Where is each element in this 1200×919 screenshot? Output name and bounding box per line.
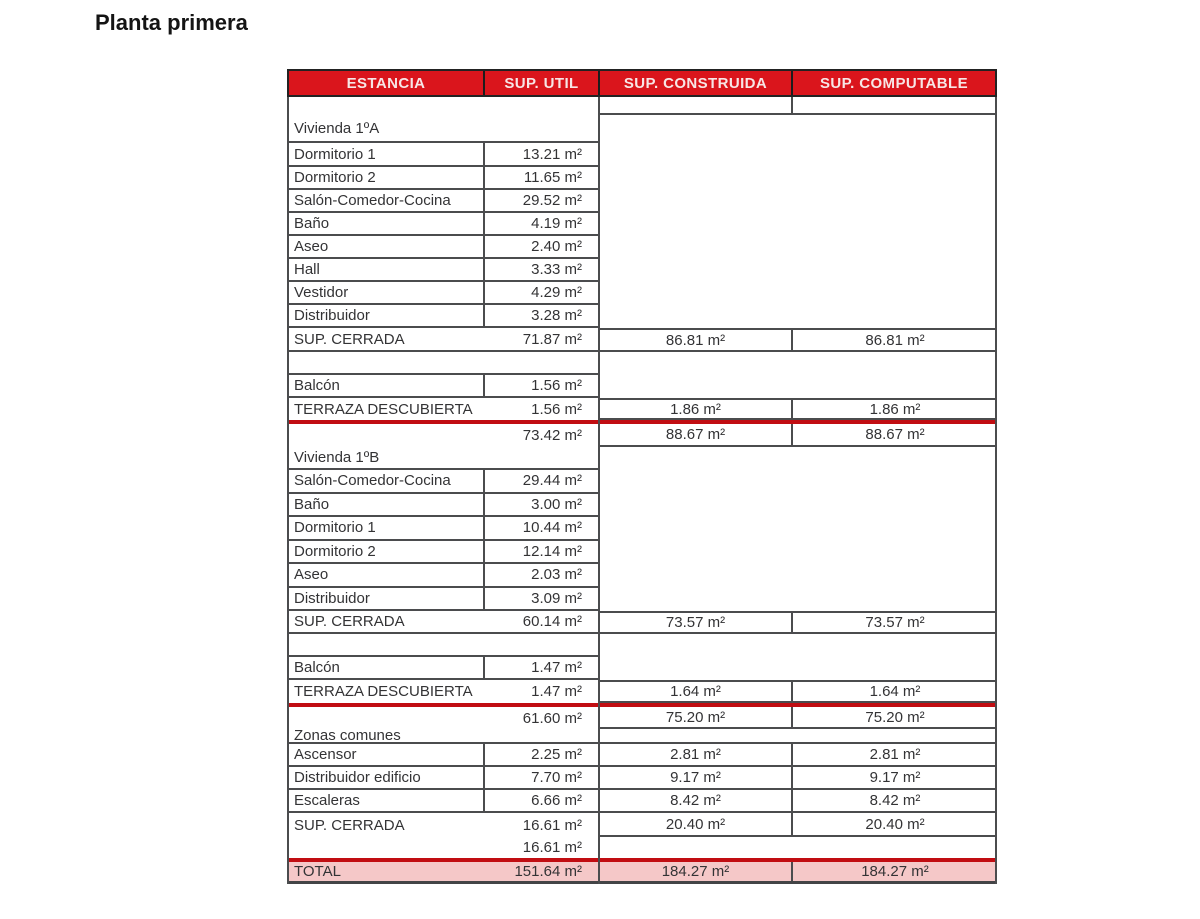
area-table xyxy=(287,69,997,884)
table-row-bano xyxy=(287,213,997,236)
cell-sup-computable: 75.20 m² xyxy=(865,708,925,726)
cell-sup-util: 3.00 m² xyxy=(531,495,582,513)
cell-sup-util: 3.09 m² xyxy=(531,589,582,607)
cell-sup-construida xyxy=(600,236,793,259)
cell-sup-computable: 1.86 m² xyxy=(869,400,921,418)
column-header-sup-util: SUP. UTIL xyxy=(485,71,600,95)
table-row-aseo xyxy=(287,236,997,259)
cell-sup-util: 29.52 m² xyxy=(522,192,582,209)
cell-sup-computable: 9.17 m² xyxy=(869,769,921,786)
cell-sup-computable: 20.40 m² xyxy=(865,815,925,833)
cell-sup-computable xyxy=(793,494,997,518)
cell-sup-computable: 73.57 m² xyxy=(865,614,925,631)
cell-sup-construida xyxy=(600,634,793,657)
cell-estancia xyxy=(287,97,485,115)
cell-sup-construida xyxy=(600,143,793,167)
cell-sup-construida xyxy=(600,167,793,190)
table-border-line xyxy=(287,97,289,884)
cell-sup-util: 1.47 m² xyxy=(531,659,582,676)
cell-sup-construida xyxy=(600,837,793,858)
cell-sup-construida: 1.64 m² xyxy=(600,682,793,701)
table-border-line xyxy=(995,97,997,884)
cell-sup-computable xyxy=(793,115,997,143)
cell-sup-computable xyxy=(793,541,997,565)
cell-sup-construida xyxy=(600,213,793,236)
table-row-ascensor xyxy=(287,744,997,767)
column-header-estancia: ESTANCIA xyxy=(289,71,485,95)
cell-sup-construida xyxy=(600,282,793,305)
cell-estancia: TERRAZA DESCUBIERTA xyxy=(294,683,473,700)
cell-sup-construida: 73.57 m² xyxy=(600,613,793,632)
cell-sup-util: 3.33 m² xyxy=(531,261,582,278)
table-row-sup-cerrada xyxy=(287,611,997,634)
cell-sup-computable xyxy=(793,282,997,305)
table-row-aseo xyxy=(287,564,997,588)
cell-estancia: Hall xyxy=(287,259,485,280)
table-row-subtotal2 xyxy=(287,837,997,858)
table-row-vestidor xyxy=(287,282,997,305)
table-row-sup-cerrada xyxy=(287,328,997,352)
table-header-row xyxy=(287,69,997,97)
table-row-blank xyxy=(287,634,997,657)
cell-sup-util: 61.60 m² xyxy=(522,709,582,727)
table-row-salon-comedor-cocina xyxy=(287,190,997,213)
cell-estancia: TERRAZA DESCUBIERTA xyxy=(294,400,473,418)
table-row-dormitorio-2 xyxy=(287,541,997,565)
cell-sup-construida: 2.81 m² xyxy=(600,744,793,765)
cell-sup-util: 1.56 m² xyxy=(531,400,582,418)
table-row-bano xyxy=(287,494,997,518)
cell-sup-computable xyxy=(793,470,997,494)
cell-estancia xyxy=(287,634,485,655)
cell-estancia: Distribuidor xyxy=(287,305,485,326)
cell-sup-computable xyxy=(793,447,997,470)
table-row-distribuidor-edificio xyxy=(287,767,997,790)
table-row-distribuidor xyxy=(287,305,997,328)
cell-sup-util: 16.61 m² xyxy=(522,839,582,856)
cell-sup-util: 10.44 m² xyxy=(522,519,582,537)
cell-sup-computable xyxy=(793,97,997,113)
table-border-line xyxy=(598,97,600,884)
cell-sup-computable xyxy=(793,657,997,680)
cell-sup-construida xyxy=(600,115,793,143)
table-row-dormitorio-1 xyxy=(287,517,997,541)
cell-estancia: SUP. CERRADA xyxy=(294,330,405,348)
cell-sup-util: 73.42 m² xyxy=(522,427,582,444)
table-row-subtotal xyxy=(287,424,997,447)
cell-estancia: Balcón xyxy=(287,375,485,396)
cell-sup-construida: 8.42 m² xyxy=(600,790,793,811)
cell-sup-construida xyxy=(600,259,793,282)
cell-estancia: Zonas comunes xyxy=(294,727,401,744)
cell-estancia: Vestidor xyxy=(287,282,485,303)
cell-sup-computable xyxy=(793,352,997,375)
table-row-sup-cerrada xyxy=(287,813,997,837)
cell-sup-util: 3.28 m² xyxy=(531,307,582,324)
cell-estancia: Distribuidor xyxy=(287,588,485,610)
cell-sup-util: 6.66 m² xyxy=(531,792,582,809)
table-row-escaleras xyxy=(287,790,997,813)
cell-sup-computable: 2.81 m² xyxy=(869,746,921,763)
table-row-dormitorio-1 xyxy=(287,143,997,167)
cell-sup-construida: 9.17 m² xyxy=(600,767,793,788)
cell-sup-construida xyxy=(600,494,793,518)
cell-estancia: SUP. CERRADA xyxy=(294,816,405,834)
table-row-vivienda-1-a xyxy=(287,115,997,143)
cell-sup-util: 7.70 m² xyxy=(531,769,582,786)
cell-sup-util xyxy=(485,447,600,468)
cell-estancia: Ascensor xyxy=(287,744,485,765)
cell-sup-computable xyxy=(793,143,997,167)
cell-sup-computable: 88.67 m² xyxy=(865,426,925,443)
cell-sup-util: 11.65 m² xyxy=(523,169,582,186)
cell-estancia xyxy=(287,707,485,729)
table-row-salon-comedor-cocina xyxy=(287,470,997,494)
cell-sup-computable xyxy=(793,517,997,541)
cell-sup-util: 4.19 m² xyxy=(531,215,582,232)
cell-sup-util: 13.21 m² xyxy=(522,145,582,163)
cell-sup-construida xyxy=(600,729,793,742)
cell-sup-computable xyxy=(793,190,997,213)
table-row-gap xyxy=(287,97,997,115)
cell-sup-computable xyxy=(793,236,997,259)
cell-sup-computable xyxy=(793,213,997,236)
cell-estancia xyxy=(287,424,485,447)
cell-sup-construida: 75.20 m² xyxy=(600,707,793,727)
table-row-terraza-descubierta xyxy=(287,398,997,420)
cell-estancia xyxy=(287,352,485,373)
table-row-balcon xyxy=(287,657,997,680)
cell-sup-util: 12.14 m² xyxy=(522,542,582,560)
cell-sup-computable xyxy=(793,837,997,858)
cell-sup-computable xyxy=(793,375,997,398)
cell-estancia: Dormitorio 1 xyxy=(287,517,485,539)
cell-sup-construida xyxy=(600,305,793,328)
cell-estancia: Baño xyxy=(287,494,485,516)
cell-estancia: Vivienda 1ºA xyxy=(294,119,380,137)
cell-sup-util: 1.47 m² xyxy=(531,683,582,700)
cell-sup-util xyxy=(485,352,600,373)
cell-sup-construida xyxy=(600,375,793,398)
cell-estancia: Balcón xyxy=(287,657,485,678)
cell-sup-construida xyxy=(600,657,793,680)
table-row-blank xyxy=(287,352,997,375)
cell-estancia: Salón-Comedor-Cocina xyxy=(287,190,485,211)
cell-sup-computable xyxy=(793,305,997,328)
column-header-sup-computable: SUP. COMPUTABLE xyxy=(820,74,968,92)
cell-estancia: Escaleras xyxy=(287,790,485,811)
table-row-distribuidor xyxy=(287,588,997,612)
cell-sup-construida xyxy=(600,541,793,565)
cell-sup-util: 71.87 m² xyxy=(522,330,582,348)
cell-sup-construida: 184.27 m² xyxy=(600,862,793,881)
cell-sup-construida: 86.81 m² xyxy=(600,330,793,350)
column-header-sup-construida: SUP. CONSTRUIDA xyxy=(600,71,793,95)
cell-sup-construida xyxy=(600,352,793,375)
cell-sup-util: 2.40 m² xyxy=(531,238,582,255)
cell-estancia: Dormitorio 2 xyxy=(287,167,485,188)
cell-estancia: Aseo xyxy=(287,236,485,257)
cell-estancia: Vivienda 1ºB xyxy=(294,449,380,466)
cell-sup-util xyxy=(485,97,600,115)
cell-sup-construida xyxy=(600,588,793,612)
cell-sup-construida: 88.67 m² xyxy=(600,424,793,445)
cell-estancia xyxy=(287,837,485,858)
cell-sup-util: 2.25 m² xyxy=(531,746,582,763)
cell-sup-construida: 1.86 m² xyxy=(600,400,793,418)
cell-sup-util xyxy=(485,115,600,141)
table-row-terraza-descubierta xyxy=(287,680,997,703)
cell-sup-computable xyxy=(793,167,997,190)
cell-estancia: Dormitorio 1 xyxy=(287,143,485,165)
cell-sup-util: 60.14 m² xyxy=(522,613,582,630)
table-row-vivienda-1-b xyxy=(287,447,997,470)
cell-sup-computable: 8.42 m² xyxy=(869,792,921,809)
cell-sup-util: 2.03 m² xyxy=(531,566,582,584)
cell-sup-util: 4.29 m² xyxy=(531,284,582,301)
cell-sup-computable xyxy=(793,729,997,742)
cell-sup-construida xyxy=(600,517,793,541)
cell-sup-computable xyxy=(793,259,997,282)
cell-sup-construida: 20.40 m² xyxy=(600,813,793,835)
table-row-dormitorio-2 xyxy=(287,167,997,190)
cell-estancia: Baño xyxy=(287,213,485,234)
cell-sup-util: 1.56 m² xyxy=(531,377,582,394)
cell-estancia: TOTAL xyxy=(294,863,341,880)
page-title: Planta primera xyxy=(95,10,248,35)
cell-sup-construida xyxy=(600,470,793,494)
table-row-total xyxy=(287,862,997,884)
table-row-subtotal xyxy=(287,707,997,729)
cell-estancia: Dormitorio 2 xyxy=(287,541,485,563)
cell-sup-computable: 86.81 m² xyxy=(865,331,925,349)
cell-sup-computable: 184.27 m² xyxy=(861,863,929,880)
cell-sup-computable xyxy=(793,634,997,657)
table-row-balcon xyxy=(287,375,997,398)
cell-estancia: Aseo xyxy=(287,564,485,586)
cell-sup-construida xyxy=(600,564,793,588)
cell-sup-computable: 1.64 m² xyxy=(869,683,921,700)
cell-sup-construida xyxy=(600,190,793,213)
cell-sup-computable xyxy=(793,564,997,588)
cell-sup-construida xyxy=(600,97,793,113)
cell-sup-util: 16.61 m² xyxy=(522,816,582,834)
table-row-zonas-comunes xyxy=(287,729,997,744)
cell-sup-construida xyxy=(600,447,793,470)
cell-sup-computable xyxy=(793,588,997,612)
cell-sup-util: 151.64 m² xyxy=(514,863,582,880)
cell-sup-util: 29.44 m² xyxy=(522,472,582,490)
cell-estancia: Distribuidor edificio xyxy=(287,767,485,788)
cell-estancia: SUP. CERRADA xyxy=(294,613,405,630)
cell-sup-util xyxy=(485,729,600,742)
table-row-hall xyxy=(287,259,997,282)
cell-estancia: Salón-Comedor-Cocina xyxy=(287,470,485,492)
cell-sup-util xyxy=(485,634,600,655)
